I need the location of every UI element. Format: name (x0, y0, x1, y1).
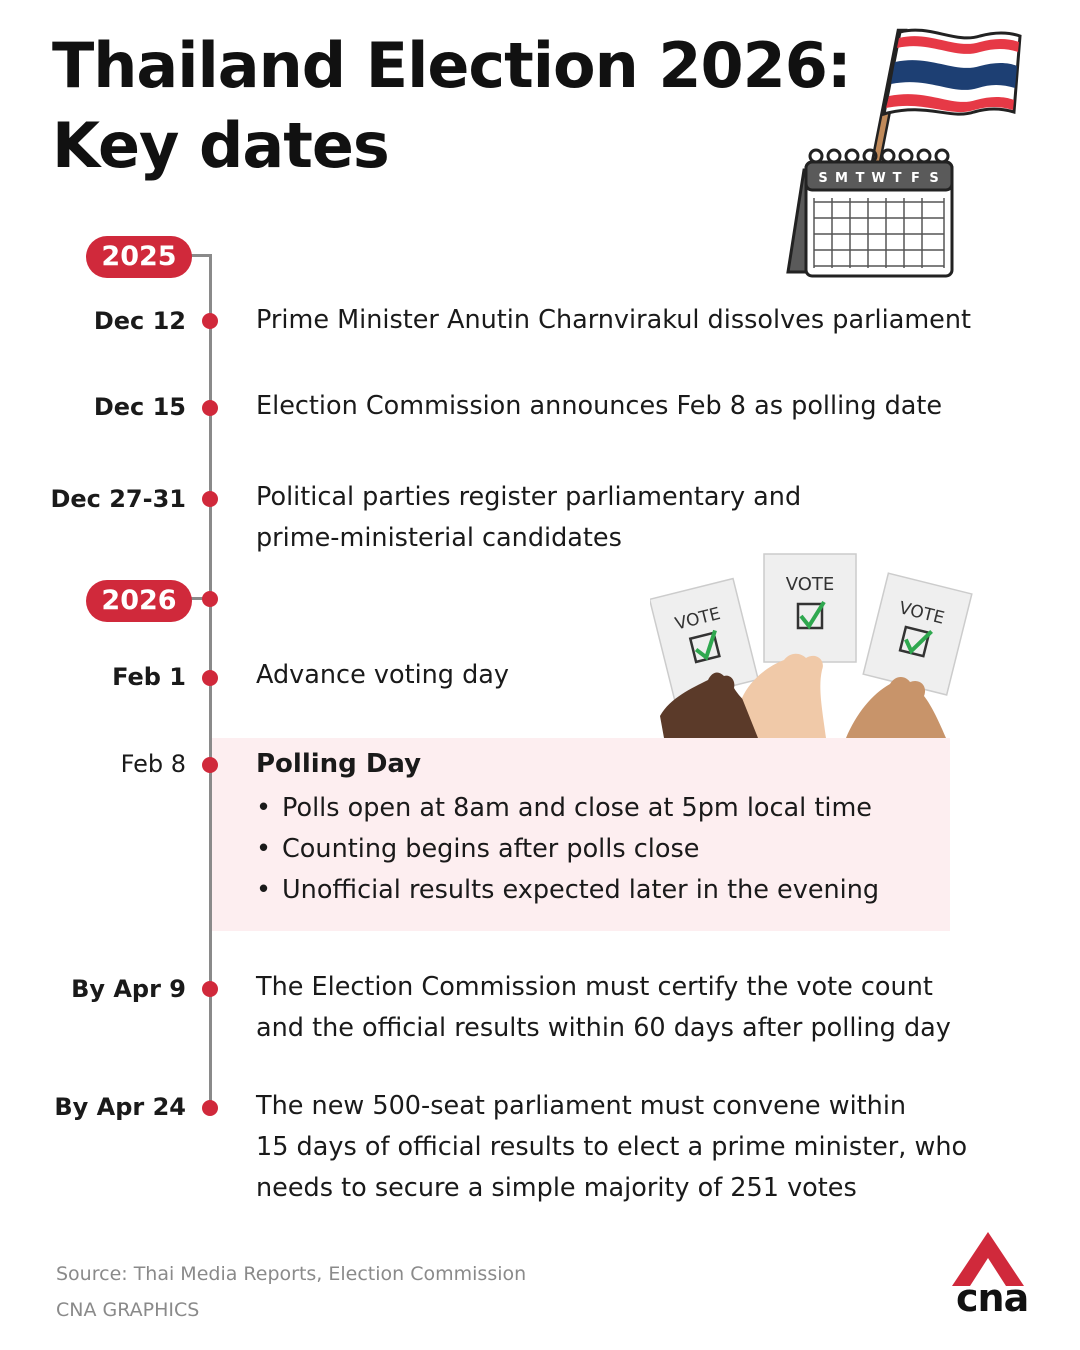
bullet-text: Counting begins after polls close (282, 834, 700, 864)
calendar-day-label: S (929, 171, 939, 186)
event-date: Feb 1 (112, 663, 186, 691)
timeline-dot (202, 491, 218, 507)
bullet-icon: • (256, 875, 272, 905)
source-note: Source: Thai Media Reports, Election Commission (56, 1263, 527, 1285)
event-date: By Apr 9 (71, 975, 186, 1003)
calendar-day-label: T (892, 171, 902, 186)
event-description (256, 967, 1046, 1049)
event-description (256, 477, 1046, 559)
calendar-day-label: F (911, 171, 920, 186)
event-line: prime-ministerial candidates (256, 523, 622, 553)
timeline-dot (202, 981, 218, 997)
event-description (256, 655, 636, 696)
ballot-middle (764, 554, 856, 662)
event-line: Prime Minister Anutin Charnvirakul dissolves parliament (256, 305, 972, 335)
graphics-credit: CNA GRAPHICS (56, 1299, 200, 1321)
flag-icon (872, 30, 1020, 162)
calendar-day-label: T (855, 171, 865, 186)
event-line: Advance voting day (256, 660, 510, 690)
voting-hands-illustration (650, 548, 980, 740)
calendar-flag-illustration (780, 22, 1030, 284)
timeline-dot (202, 670, 218, 686)
page-title (52, 26, 851, 186)
bullet-text: Unofficial results expected later in the evening (282, 875, 880, 905)
timeline-dot (202, 400, 218, 416)
ballot-vote-label: VOTE (673, 604, 723, 635)
bullet-icon: • (256, 834, 272, 864)
event-date: Dec 12 (93, 307, 186, 335)
calendar-day-label: W (871, 171, 886, 186)
bullet-icon: • (256, 793, 272, 823)
event-line: needs to secure a simple majority of 251 votes (256, 1173, 857, 1203)
ballot-vote-label: VOTE (785, 574, 835, 595)
title-line-2: Key dates (52, 109, 389, 182)
ballot-right (863, 573, 972, 695)
calendar-day-label: M (835, 171, 848, 186)
event-date: Feb 8 (120, 750, 186, 778)
event-date: Dec 27-31 (50, 485, 186, 513)
event-description (256, 300, 1046, 341)
event-line: 15 days of official results to elect a prime minister, who (256, 1132, 968, 1162)
event-line: and the official results within 60 days after polling day (256, 1013, 951, 1043)
event-description (256, 386, 1046, 427)
event-line: Political parties register parliamentary and (256, 482, 802, 512)
timeline-dot (202, 757, 218, 773)
title-line-1: Thailand Election 2026: (52, 29, 851, 102)
event-date: By Apr 24 (54, 1093, 186, 1121)
cna-logo-text: cna (956, 1276, 1029, 1320)
timeline-dot (202, 1100, 218, 1116)
event-date: Dec 15 (93, 393, 186, 421)
ballot-vote-label: VOTE (896, 598, 947, 629)
bullet-item (256, 788, 879, 829)
event-line: The new 500-seat parliament must convene within (256, 1091, 907, 1121)
polling-day-heading: Polling Day (256, 749, 422, 779)
event-description (256, 1086, 1046, 1209)
timeline-dot-2026 (202, 591, 218, 607)
bullet-item (256, 870, 879, 911)
event-line: The Election Commission must certify the vote count (256, 972, 933, 1002)
bullet-item (256, 829, 879, 870)
event-line: Election Commission announces Feb 8 as polling date (256, 391, 943, 421)
year-badge-2025: 2025 (86, 236, 192, 278)
calendar-day-label: S (818, 171, 828, 186)
year-badge-2026: 2026 (86, 580, 192, 622)
calendar-icon (788, 150, 952, 276)
polling-day-bullets (256, 788, 879, 911)
timeline-dot (202, 313, 218, 329)
bullet-text: Polls open at 8am and close at 5pm local time (282, 793, 872, 823)
